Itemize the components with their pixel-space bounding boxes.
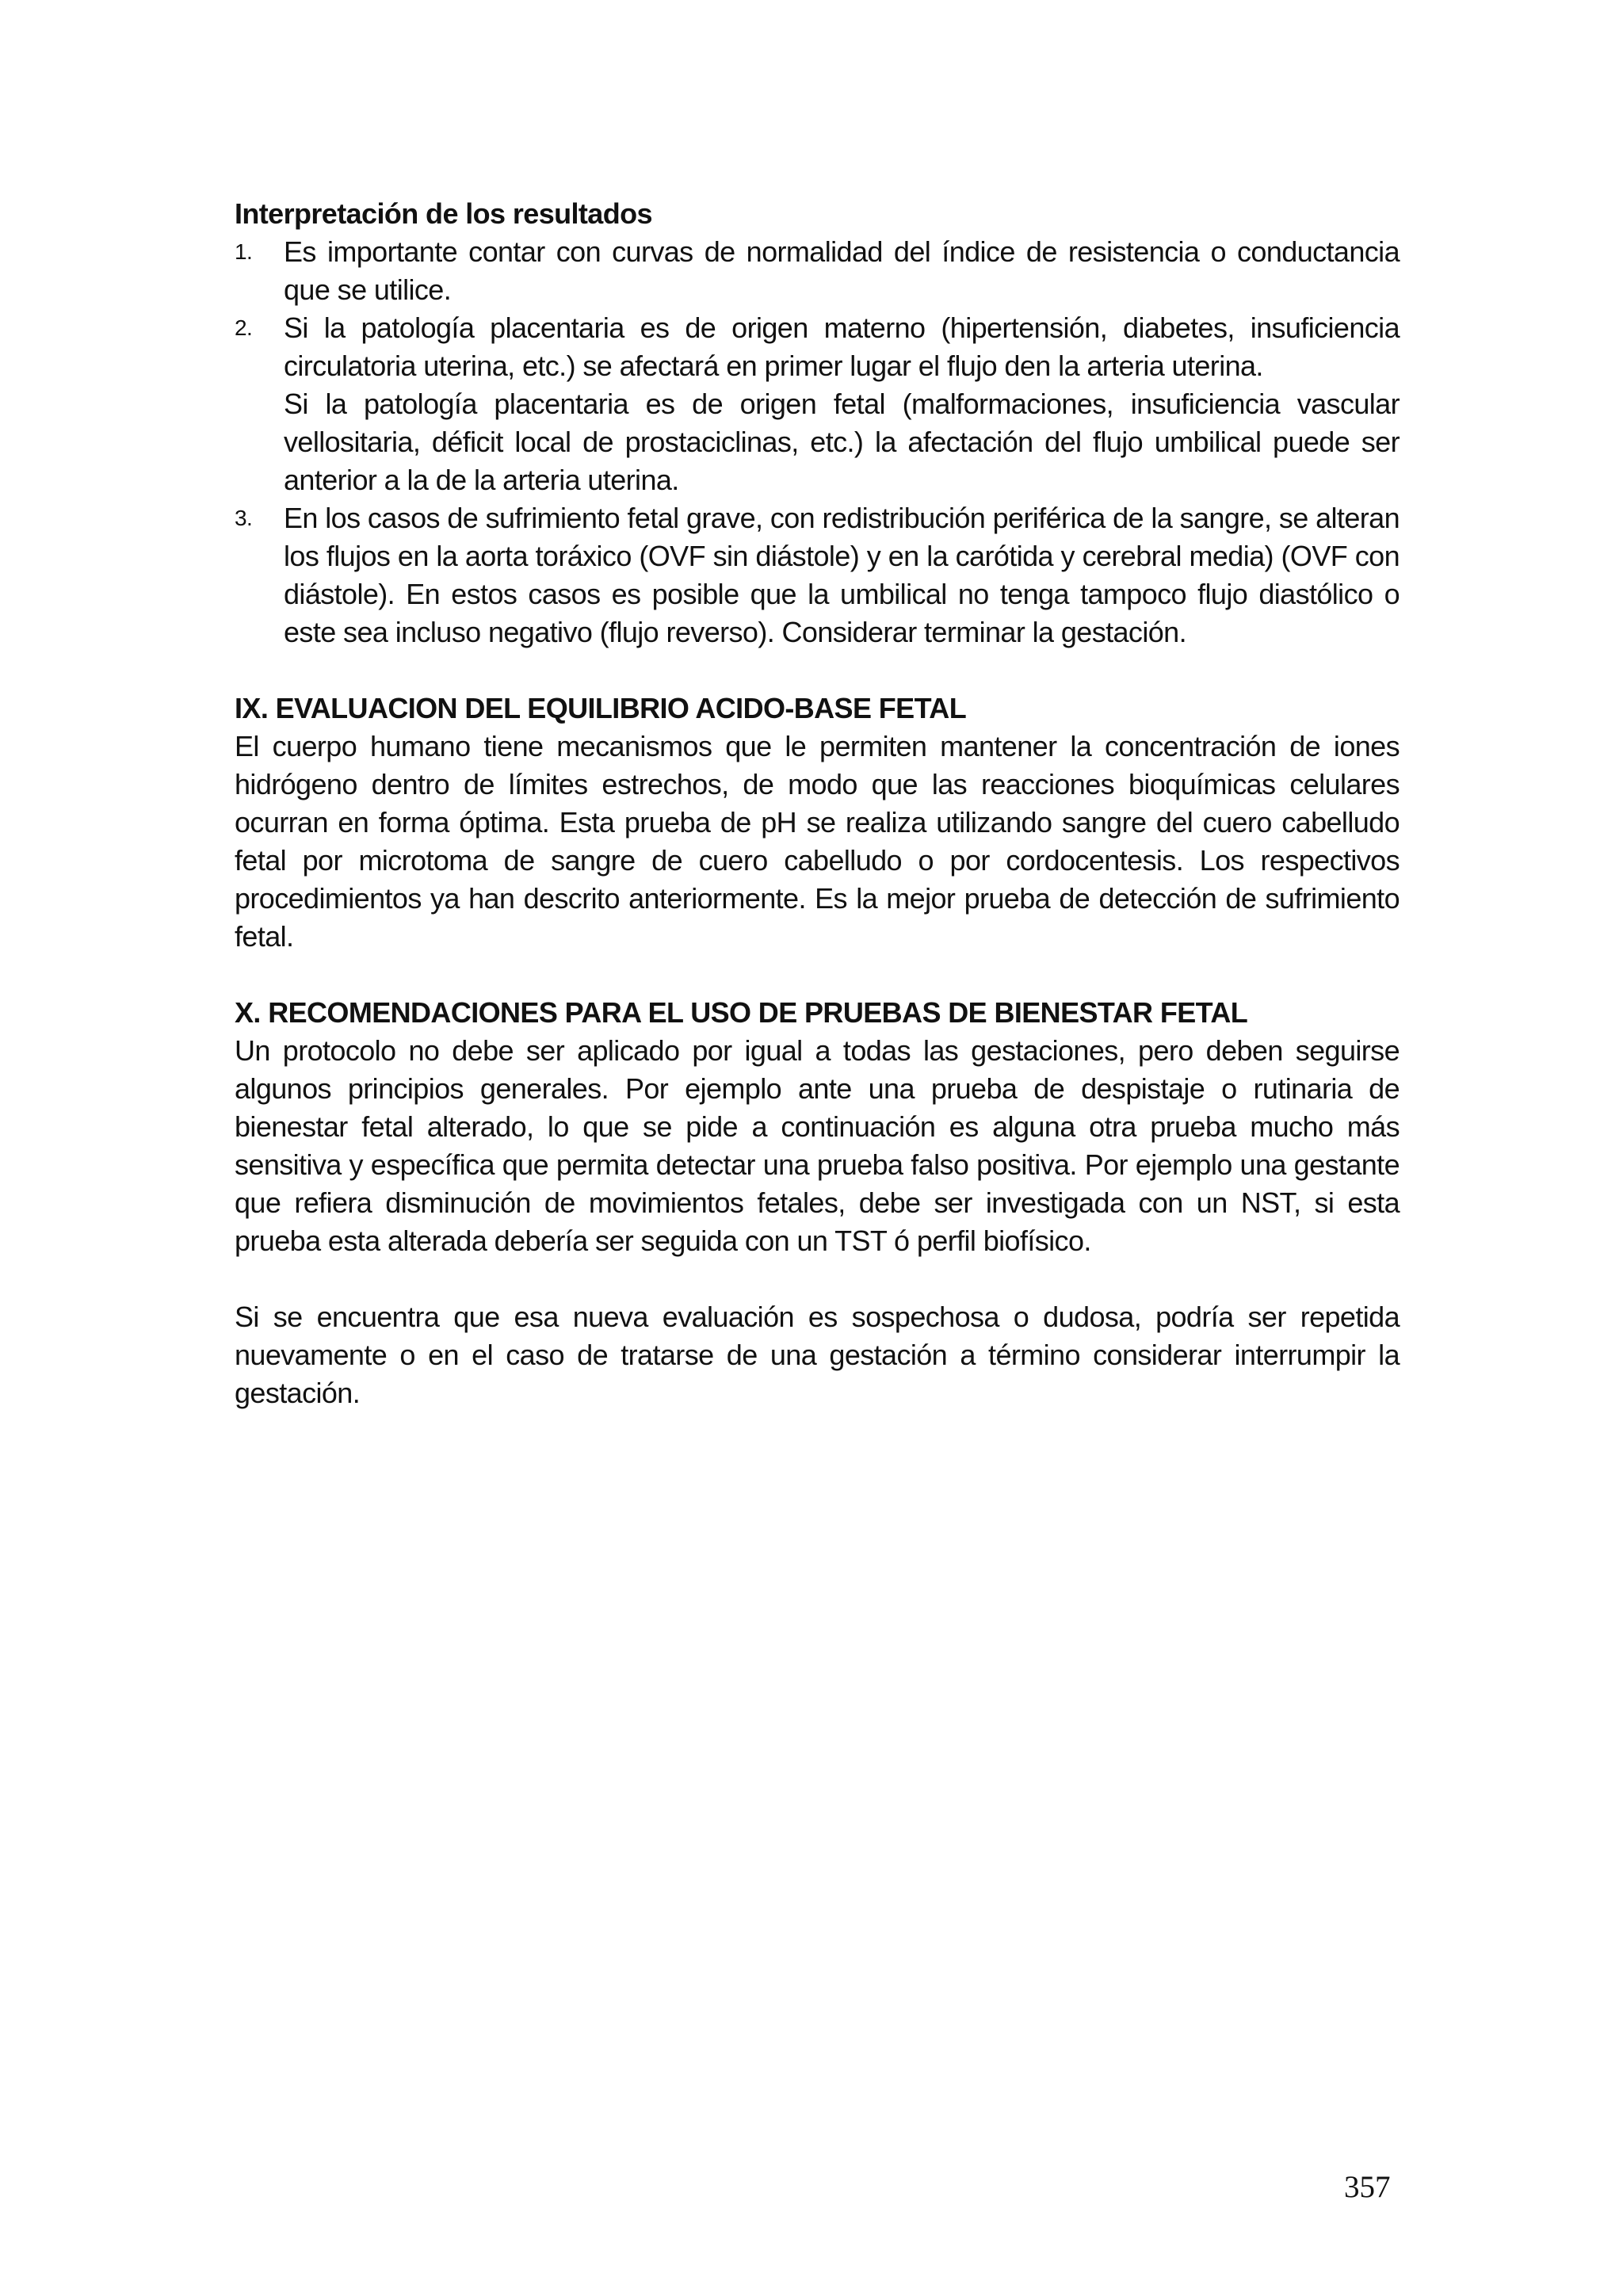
list-item [235,233,1400,309]
list-item-number: 1. [235,239,253,264]
section-ix-body: El cuerpo humano tiene mecanismos que le permiten mantener la concentración de iones hidrógeno dentro de límites estrechos, de modo que las reacciones bioquímicas celulares ocurran en forma óptima. Esta prueba de pH se realiza utilizando sangre del cuero cabelludo fetal por microtoma de sangre de cuero cabelludo o por cordocentesis. Los respectivos procedimientos ya han descrito anteriormente. Es la mejor prueba de detección de sufrimiento fetal. [235,730,1400,953]
list-item-text: Es importante contar con curvas de normalidad del índice de resistencia o conductancia que se utilice. [284,235,1400,306]
spacer [235,1260,1400,1298]
list-item-number: 3. [235,506,253,530]
section-ix-heading: IX. EVALUACION DEL EQUILIBRIO ACIDO-BASE FETAL [235,692,967,724]
section-x-body-2: Si se encuentra que esa nueva evaluación es sospechosa o dudosa, podría ser repetida nuevamente o en el caso de tratarse de una gestación a término considerar interrumpir la gestación. [235,1301,1400,1409]
list-item [235,499,1400,651]
section-x-heading: X. RECOMENDACIONES PARA EL USO DE PRUEBAS DE BIENESTAR FETAL [235,996,1248,1029]
section-x-body-1: Un protocolo no debe ser aplicado por igual a todas las gestaciones, pero deben seguirse algunos principios generales. Por ejemplo ante una prueba de despistaje o rutinaria de bienestar fetal alterado, lo que se pide a continuación es alguna otra prueba mucho más sensitiva y específica que permita detectar una prueba falso positiva. Por ejemplo una gestante que refiera disminución de movimientos fetales, debe ser investigada con un NST, si esta prueba esta alterada debería ser seguida con un TST ó perfil biofísico. [235,1034,1400,1257]
document-page [235,195,1400,1412]
results-list [235,233,1400,651]
spacer [235,956,1400,994]
list-item-text: En los casos de sufrimiento fetal grave, con redistribución periférica de la sangre, se alteran los flujos en la aorta toráxico (OVF sin diástole) y en la carótida y cerebral media) (OVF con diástole). En estos casos es posible que la umbilical no tenga tampoco flujo diastólico o este sea incluso negativo (flujo reverso). Considerar terminar la gestación. [284,502,1400,648]
results-heading: Interpretación de los resultados [235,197,652,230]
list-item [235,309,1400,499]
page-number: 357 [1344,2170,1391,2204]
list-item-number: 2. [235,315,253,340]
list-item-text: Si la patología placentaria es de origen materno (hipertensión, diabetes, insuficiencia circulatoria uterina, etc.) se afectará en primer lugar el flujo den la arteria uterina. [284,311,1400,382]
spacer [235,651,1400,690]
list-item-text: Si la patología placentaria es de origen fetal (malformaciones, insuficiencia vascular vellositaria, déficit local de prostaciclinas, etc.) la afectación del flujo umbilical puede ser anterior a la de la arteria uterina. [284,388,1400,496]
